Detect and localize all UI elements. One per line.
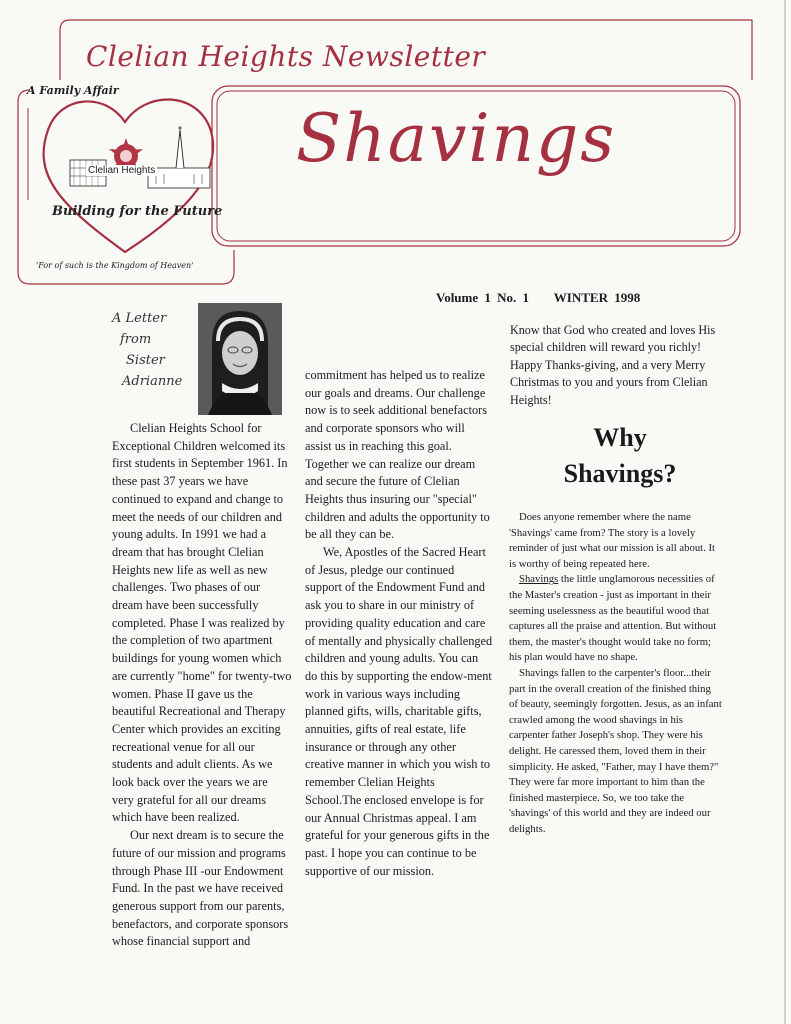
motto: 'For of such is the Kingdom of Heaven' xyxy=(36,261,194,270)
letter-heading-line: Adrianne xyxy=(122,374,183,389)
sister-adrianne-photo xyxy=(198,303,282,415)
letter-heading-line: A Letter xyxy=(112,311,167,326)
tagline: A Family Affair xyxy=(27,84,119,97)
logo-text: Clelian Heights xyxy=(88,165,156,176)
logo-illustration xyxy=(70,126,210,188)
issue-season: WINTER xyxy=(553,290,608,305)
issue-number: No. 1 xyxy=(497,290,530,305)
portrait-image xyxy=(198,303,282,415)
letter-heading-line: Sister xyxy=(126,353,165,368)
why-paragraph: the little unglamorous necessities of the Master's creation - just as important in their seeming uselessness as the beautiful wood that captures all the praise and attention. But without them, the master's thought would take no form; his plan would have no shape. xyxy=(509,573,717,664)
issue-year: 1998 xyxy=(614,290,641,305)
letter-paragraph: commitment has helped us to realize our goals and dreams. Our challenge now is to seek additional benefactors and corporate sponsors who will assist us in reaching this goal. Together we can realize our dream and secure the future of Clelian Heights thus insuring our "special" children and adults the opportunity to be all they can be. xyxy=(305,368,490,542)
letter-column-1 xyxy=(112,420,292,951)
why-heading-line2: Shavings? xyxy=(563,459,677,488)
publication-name: Shavings xyxy=(296,100,617,177)
issue-info xyxy=(436,290,640,306)
why-paragraph: Does anyone remember where the name 'Shavings' came from? The story is a lovely reminder of just what our mission is all about. It is worthy of being repeated here. xyxy=(509,511,716,570)
building-caption: Building for the Future xyxy=(52,204,223,219)
letter-heading-line: from xyxy=(120,332,152,347)
issue-volume: Volume 1 xyxy=(436,290,491,305)
letter-paragraph: Know that God who created and loves His special children will reward you richly! Happy Thanks-giving, and a very Merry Christmas to you and yours from Clelian Heights! xyxy=(510,323,716,407)
shavings-underlined: Shavings xyxy=(519,573,559,586)
why-shavings-column xyxy=(509,510,722,837)
letter-paragraph: We, Apostles of the Sacred Heart of Jesus, pledge our continued support of the Endowment Fund and ask you to share in our ministry of providing quality education and care of mentally and physically challenged children and young adults. You can do this by supporting the endow-ment work in various ways including planned gifts, wills, charitable gifts, annuities, gifts of real estate, life insurance or through any other creative manner in which you wish to remember Clelian Heights School.The enclosed envelope is for our Annual Christmas appeal. I am grateful for your generous gifts in the past. I hope you can continue to be supportive of our mission. xyxy=(305,545,493,878)
masthead xyxy=(0,0,791,300)
newsletter-title: Clelian Heights Newsletter xyxy=(86,40,486,73)
letter-column-3 xyxy=(510,322,720,409)
letter-paragraph: Clelian Heights School for Exceptional Children welcomed its first students in September 1961. In these past 37 years we have continued to expand and change to meet the needs of our children and young adults. In 1991 we had a dream that has brought Clelian Heights new life as well as new challenges. Two phases of our dream have been successfully completed. Phase I was realized by the completion of two apartment buildings for young women which are currently "home" for twenty-two women. Phase II gave us the beautiful Recreational and Therapy Center which provides an exciting recreational venue for all our students and adult clients. As we look back over the years we are very grateful for all our dreams which have been realized. xyxy=(112,421,292,825)
why-heading-line1: Why xyxy=(593,423,647,452)
why-paragraph: Shavings fallen to the carpenter's floor...their part in the overall creation of the finished thing of beauty, seemingly forgotten. Jesus, as an infant crawled among the wood shavings in his carpenter father Joseph's shop. They were his delight. He caressed them, loved them in their simplicity. He asked, "Father, may I have them?" They were far more important to him than the finished masterpiece. So, we too take the 'shavings' of this world and they are indeed our delights. xyxy=(509,666,722,835)
why-shavings-heading xyxy=(522,420,718,492)
letter-heading xyxy=(112,308,182,392)
letter-column-2 xyxy=(305,367,493,880)
letter-paragraph: Our next dream is to secure the future of our mission and programs through Phase III -our Endowment Fund. In the past we have received generous support from our parents, benefactors, and corporate sponsors whose financial support and xyxy=(112,828,289,949)
